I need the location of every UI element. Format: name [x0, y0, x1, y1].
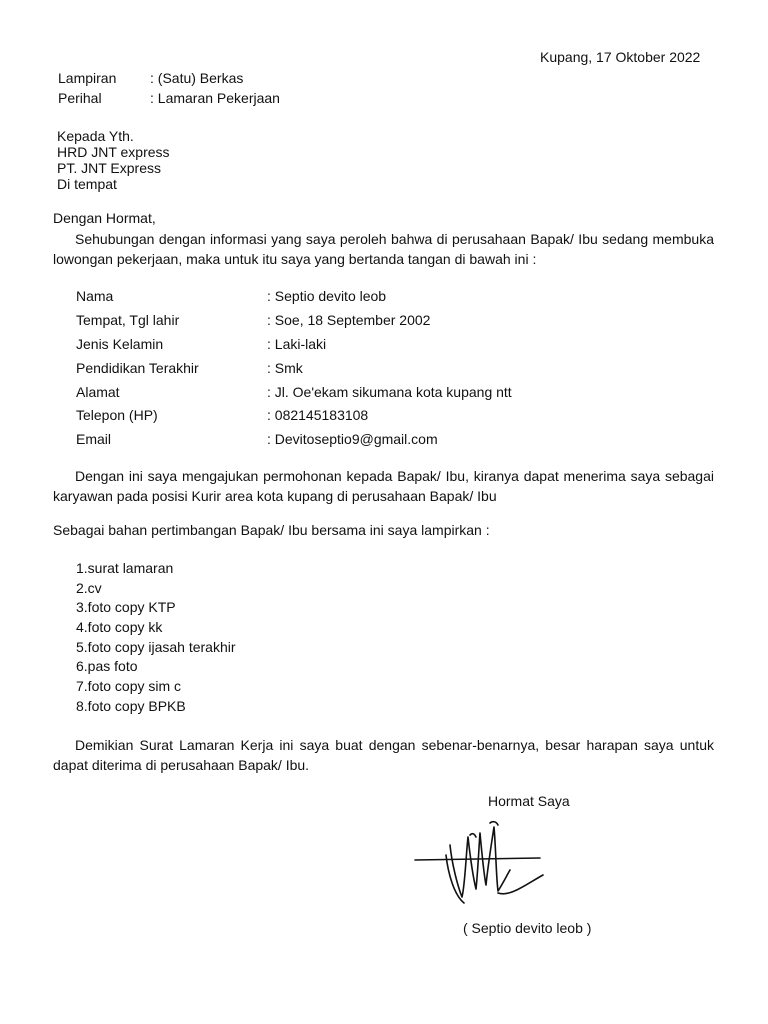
handwritten-signature: [410, 815, 550, 910]
attachment-item: 2.cv: [76, 580, 102, 596]
detail-value: : Septio devito leob: [267, 288, 387, 304]
signature-drawing: [410, 815, 550, 910]
attachment-item: 6.pas foto: [76, 658, 138, 674]
meta-value-perihal: : Lamaran Pekerjaan: [150, 90, 280, 106]
letter-date: Kupang, 17 Oktober 2022: [540, 49, 701, 65]
meta-value-lampiran: : (Satu) Berkas: [150, 70, 244, 86]
attachment-item: 3.foto copy KTP: [76, 599, 176, 615]
intro-paragraph: [53, 229, 714, 269]
application-paragraph: [53, 466, 714, 506]
recipient-line: Di tempat: [57, 176, 117, 192]
meta-label-perihal: Perihal: [58, 90, 102, 106]
closing-text: Demikian Surat Lamaran Kerja ini saya buat dengan sebenar-benarnya, besar harapan saya untuk dapat diterima di perusahaan Bapak/ Ibu.: [53, 737, 714, 773]
attachment-item: 4.foto copy kk: [76, 619, 163, 635]
detail-value: : Jl. Oe'ekam sikumana kota kupang ntt: [267, 384, 512, 400]
detail-value: : 082145183108: [267, 407, 369, 423]
signatory-name: ( Septio devito leob ): [463, 920, 592, 936]
detail-label: Tempat, Tgl lahir: [76, 312, 180, 328]
recipient-line: PT. JNT Express: [57, 160, 161, 176]
detail-value: : Devitoseptio9@gmail.com: [267, 431, 438, 447]
attachment-item: 1.surat lamaran: [76, 560, 174, 576]
detail-value: : Laki-laki: [267, 336, 327, 352]
attachment-item: 5.foto copy ijasah terakhir: [76, 639, 236, 655]
sign-off: Hormat Saya: [488, 793, 570, 809]
detail-value: : Smk: [267, 360, 303, 376]
recipient-line: HRD JNT express: [57, 144, 170, 160]
detail-value: : Soe, 18 September 2002: [267, 312, 431, 328]
attachment-item: 8.foto copy BPKB: [76, 698, 186, 714]
detail-label: Telepon (HP): [76, 407, 158, 423]
intro-text: Sehubungan dengan informasi yang saya peroleh bahwa di perusahaan Bapak/ Ibu sedang membuka lowongan pekerjaan, maka untuk itu saya yang bertanda tangan di bawah ini :: [53, 231, 714, 267]
attachment-item: 7.foto copy sim c: [76, 678, 182, 694]
detail-label: Nama: [76, 288, 114, 304]
detail-label: Alamat: [76, 384, 120, 400]
detail-label: Jenis Kelamin: [76, 336, 164, 352]
closing-paragraph: [53, 735, 714, 775]
meta-label-lampiran: Lampiran: [58, 70, 117, 86]
recipient-line: Kepada Yth.: [57, 128, 134, 144]
application-text: Dengan ini saya mengajukan permohonan kepada Bapak/ Ibu, kiranya dapat menerima saya sebagai karyawan pada posisi Kurir area kota kupang di perusahaan Bapak/ Ibu: [53, 468, 714, 504]
greeting: Dengan Hormat,: [53, 210, 156, 226]
detail-label: Pendidikan Terakhir: [76, 360, 199, 376]
detail-label: Email: [76, 431, 112, 447]
attachments-intro: Sebagai bahan pertimbangan Bapak/ Ibu bersama ini saya lampirkan :: [53, 522, 490, 538]
